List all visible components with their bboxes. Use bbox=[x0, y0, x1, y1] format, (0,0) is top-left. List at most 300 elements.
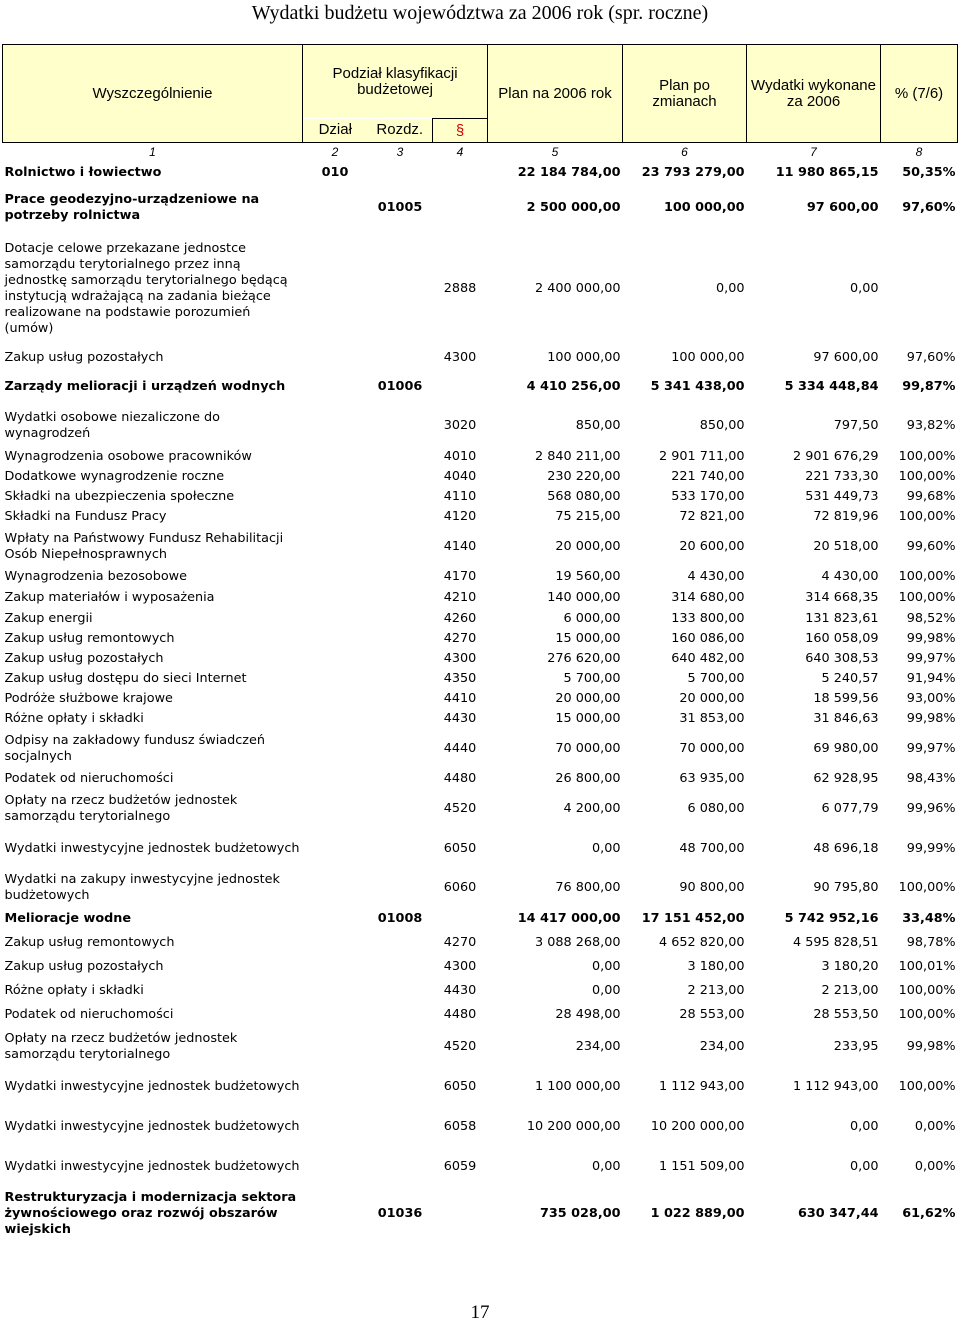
cell-plan-po-zmianach: 4 430,00 bbox=[687, 569, 745, 584]
cell-description: Wydatki osobowe niezaliczone do wynagrodzeń bbox=[4, 410, 220, 441]
cell-plan-po-zmianach: 63 935,00 bbox=[679, 771, 745, 786]
table-row bbox=[3, 231, 958, 347]
cell-wykonanie: 797,50 bbox=[833, 418, 879, 433]
cell-wykonanie: 160 058,09 bbox=[805, 631, 879, 646]
cell-dzial bbox=[303, 769, 368, 789]
cell-description: Prace geodezyjno-urządzeniowe na potrzeby rolnictwa bbox=[4, 192, 260, 223]
cell-plan: 1 100 000,00 bbox=[535, 1079, 621, 1094]
cell-dzial bbox=[303, 487, 368, 507]
cell-dzial bbox=[303, 907, 368, 931]
cell-paragraf bbox=[433, 907, 488, 931]
table-row bbox=[3, 869, 958, 907]
table-row bbox=[3, 1187, 958, 1241]
cell-dzial bbox=[303, 979, 368, 1003]
cell-procent: 100,01% bbox=[898, 959, 956, 974]
cell-rozdzial bbox=[368, 955, 433, 979]
cell-wykonanie: 31 846,63 bbox=[813, 711, 879, 726]
cell-description: Podróże służbowe krajowe bbox=[4, 691, 173, 706]
cell-dzial bbox=[303, 231, 368, 347]
page-title: Wydatki budżetu województwa za 2006 rok (spr. roczne) bbox=[251, 2, 709, 24]
cell-paragraf: 4260 bbox=[443, 611, 477, 626]
cell-procent: 100,00% bbox=[898, 880, 956, 895]
cell-wykonanie: 640 308,53 bbox=[805, 651, 879, 666]
header-rozdz: Rozdz. bbox=[368, 119, 433, 143]
table-row bbox=[3, 1067, 958, 1107]
cell-plan: 2 500 000,00 bbox=[526, 200, 621, 215]
cell-description: Zarządy melioracji i urządzeń wodnych bbox=[4, 379, 286, 394]
cell-plan-po-zmianach: 90 800,00 bbox=[679, 880, 745, 895]
cell-dzial bbox=[303, 347, 368, 369]
cell-procent: 91,94% bbox=[906, 671, 956, 686]
cell-procent: 98,52% bbox=[906, 611, 956, 626]
table-row bbox=[3, 347, 958, 369]
cell-rozdzial bbox=[368, 829, 433, 869]
table-row bbox=[3, 931, 958, 955]
cell-plan-po-zmianach: 4 652 820,00 bbox=[659, 935, 745, 950]
cell-wykonanie: 131 823,61 bbox=[805, 611, 879, 626]
cell-description: Składki na Fundusz Pracy bbox=[4, 509, 167, 524]
cell-paragraf: 4440 bbox=[443, 741, 477, 756]
column-number: 5 bbox=[551, 145, 559, 159]
table-row bbox=[3, 587, 958, 609]
cell-description: Zakup usług pozostałych bbox=[4, 350, 164, 365]
table-row bbox=[3, 955, 958, 979]
cell-procent: 99,97% bbox=[906, 741, 956, 756]
cell-wykonanie: 6 077,79 bbox=[821, 801, 879, 816]
header-plan-po-zmianach: Plan po zmianach bbox=[623, 45, 747, 143]
cell-paragraf: 4520 bbox=[443, 801, 477, 816]
cell-dzial bbox=[303, 649, 368, 669]
cell-wykonanie: 2 901 676,29 bbox=[793, 449, 879, 464]
header-paragraf: § bbox=[433, 119, 488, 143]
cell-plan: 15 000,00 bbox=[555, 711, 621, 726]
cell-plan: 230 220,00 bbox=[547, 469, 621, 484]
cell-procent: 99,98% bbox=[906, 1039, 956, 1054]
cell-paragraf: 4170 bbox=[443, 569, 477, 584]
cell-rozdzial bbox=[368, 1067, 433, 1107]
cell-description: Zakup usług dostępu do sieci Internet bbox=[4, 671, 247, 686]
cell-plan-po-zmianach: 28 553,00 bbox=[679, 1007, 745, 1022]
cell-plan-po-zmianach: 3 180,00 bbox=[687, 959, 745, 974]
cell-description: Wydatki inwestycyjne jednostek budżetowych bbox=[4, 841, 300, 856]
cell-plan: 28 498,00 bbox=[555, 1007, 621, 1022]
cell-dzial bbox=[303, 405, 368, 447]
cell-paragraf: 4210 bbox=[443, 590, 477, 605]
cell-dzial bbox=[303, 369, 368, 405]
cell-plan-po-zmianach: 20 000,00 bbox=[679, 691, 745, 706]
cell-dzial bbox=[303, 587, 368, 609]
cell-description: Zakup usług remontowych bbox=[4, 631, 175, 646]
table-row bbox=[3, 369, 958, 405]
cell-paragraf: 4480 bbox=[443, 1007, 477, 1022]
cell-dzial bbox=[303, 955, 368, 979]
table-row bbox=[3, 729, 958, 769]
cell-rozdzial bbox=[368, 869, 433, 907]
header-wydatki: Wydatki wykonane za 2006 bbox=[747, 45, 881, 143]
table-row bbox=[3, 629, 958, 649]
cell-rozdzial bbox=[368, 629, 433, 649]
cell-dzial bbox=[303, 507, 368, 527]
cell-paragraf: 4110 bbox=[443, 489, 477, 504]
cell-wykonanie: 5 334 448,84 bbox=[784, 379, 879, 394]
cell-description: Wydatki inwestycyjne jednostek budżetowych bbox=[4, 1079, 300, 1094]
cell-procent: 97,60% bbox=[902, 200, 956, 215]
column-number: 8 bbox=[915, 145, 923, 159]
cell-paragraf: 6058 bbox=[443, 1119, 477, 1134]
cell-rozdzial bbox=[368, 669, 433, 689]
cell-rozdzial bbox=[368, 931, 433, 955]
cell-plan-po-zmianach: 17 151 452,00 bbox=[641, 911, 745, 926]
table-row bbox=[3, 487, 958, 507]
cell-plan-po-zmianach: 48 700,00 bbox=[679, 841, 745, 856]
cell-wykonanie: 5 240,57 bbox=[821, 671, 879, 686]
header-procent: % (7/6) bbox=[881, 45, 958, 143]
cell-dzial bbox=[303, 609, 368, 629]
cell-plan: 70 000,00 bbox=[555, 741, 621, 756]
cell-paragraf: 6050 bbox=[443, 1079, 477, 1094]
cell-description: Zakup usług remontowych bbox=[4, 935, 175, 950]
cell-wykonanie: 233,95 bbox=[833, 1039, 879, 1054]
cell-plan-po-zmianach: 0,00 bbox=[716, 281, 745, 296]
cell-rozdzial bbox=[368, 649, 433, 669]
cell-rozdzial bbox=[368, 467, 433, 487]
cell-paragraf bbox=[433, 161, 488, 185]
cell-description: Wydatki inwestycyjne jednostek budżetowych bbox=[4, 1119, 300, 1134]
cell-paragraf: 3020 bbox=[443, 418, 477, 433]
cell-rozdzial bbox=[368, 609, 433, 629]
cell-description: Wynagrodzenia bezosobowe bbox=[4, 569, 188, 584]
cell-paragraf bbox=[433, 369, 488, 405]
cell-rozdzial bbox=[368, 1003, 433, 1027]
cell-wykonanie: 48 696,18 bbox=[813, 841, 879, 856]
cell-paragraf: 6060 bbox=[443, 880, 477, 895]
cell-description: Wpłaty na Państwowy Fundusz Rehabilitacji Osób Niepełnosprawnych bbox=[4, 531, 284, 562]
cell-plan: 6 000,00 bbox=[563, 611, 621, 626]
cell-wykonanie: 3 180,20 bbox=[821, 959, 879, 974]
cell-rozdzial: 01036 bbox=[377, 1206, 423, 1221]
header-dzial: Dział bbox=[303, 119, 368, 143]
cell-paragraf: 4300 bbox=[443, 651, 477, 666]
cell-plan-po-zmianach: 160 086,00 bbox=[671, 631, 745, 646]
cell-dzial bbox=[303, 629, 368, 649]
cell-procent: 99,99% bbox=[906, 841, 956, 856]
column-number: 6 bbox=[681, 145, 688, 159]
cell-plan-po-zmianach: 1 112 943,00 bbox=[659, 1079, 745, 1094]
cell-description: Podatek od nieruchomości bbox=[4, 1007, 174, 1022]
cell-procent: 33,48% bbox=[902, 911, 956, 926]
cell-rozdzial: 01008 bbox=[377, 911, 423, 926]
cell-plan: 4 200,00 bbox=[563, 801, 621, 816]
table-row bbox=[3, 1027, 958, 1067]
cell-plan: 0,00 bbox=[592, 841, 621, 856]
cell-wykonanie: 4 595 828,51 bbox=[793, 935, 879, 950]
cell-procent: 100,00% bbox=[898, 469, 956, 484]
cell-dzial bbox=[303, 931, 368, 955]
table-row bbox=[3, 609, 958, 629]
cell-dzial bbox=[303, 789, 368, 829]
cell-paragraf: 4300 bbox=[443, 350, 477, 365]
cell-plan: 2 400 000,00 bbox=[535, 281, 621, 296]
cell-procent: 100,00% bbox=[898, 983, 956, 998]
cell-procent: 98,78% bbox=[906, 935, 956, 950]
cell-description: Różne opłaty i składki bbox=[4, 711, 144, 726]
cell-wykonanie: 18 599,56 bbox=[813, 691, 879, 706]
cell-procent bbox=[881, 231, 958, 347]
header-podzial: Podział klasyfikacji budżetowej bbox=[303, 45, 488, 119]
column-number-row bbox=[3, 143, 958, 162]
cell-dzial: 010 bbox=[321, 165, 349, 180]
header-plan: Plan na 2006 rok bbox=[488, 45, 623, 143]
cell-plan-po-zmianach: 70 000,00 bbox=[679, 741, 745, 756]
cell-wykonanie: 97 600,00 bbox=[806, 200, 879, 215]
cell-dzial bbox=[303, 567, 368, 587]
cell-rozdzial bbox=[368, 347, 433, 369]
cell-paragraf: 4480 bbox=[443, 771, 477, 786]
table-row bbox=[3, 907, 958, 931]
cell-wykonanie: 1 112 943,00 bbox=[793, 1079, 879, 1094]
cell-dzial bbox=[303, 669, 368, 689]
table-row bbox=[3, 527, 958, 567]
cell-wykonanie: 4 430,00 bbox=[821, 569, 879, 584]
cell-rozdzial: 01005 bbox=[377, 200, 423, 215]
cell-dzial bbox=[303, 1147, 368, 1187]
cell-dzial bbox=[303, 1027, 368, 1067]
cell-plan: 22 184 784,00 bbox=[517, 165, 621, 180]
cell-wykonanie: 531 449,73 bbox=[805, 489, 879, 504]
cell-description: Dotacje celowe przekazane jednostce samorządu terytorialnego przez inną jednostkę samorządu terytorialnego będącą instytucją wdrażającą na zadania bieżące realizowane na podstawie porozumień (umów) bbox=[4, 241, 288, 336]
table-row bbox=[3, 669, 958, 689]
cell-plan: 735 028,00 bbox=[539, 1206, 621, 1221]
cell-paragraf: 4410 bbox=[443, 691, 477, 706]
cell-rozdzial bbox=[368, 709, 433, 729]
cell-plan: 26 800,00 bbox=[555, 771, 621, 786]
cell-dzial bbox=[303, 1067, 368, 1107]
cell-plan-po-zmianach: 6 080,00 bbox=[687, 801, 745, 816]
table-row bbox=[3, 447, 958, 467]
cell-plan-po-zmianach: 1 022 889,00 bbox=[650, 1206, 745, 1221]
cell-plan-po-zmianach: 2 901 711,00 bbox=[659, 449, 745, 464]
cell-plan-po-zmianach: 31 853,00 bbox=[679, 711, 745, 726]
cell-description: Wydatki na zakupy inwestycyjne jednostek budżetowych bbox=[4, 872, 280, 903]
table-row bbox=[3, 161, 958, 185]
cell-procent: 100,00% bbox=[898, 1079, 956, 1094]
cell-dzial bbox=[303, 689, 368, 709]
cell-plan-po-zmianach: 20 600,00 bbox=[679, 539, 745, 554]
cell-rozdzial bbox=[368, 161, 433, 185]
cell-paragraf: 4350 bbox=[443, 671, 477, 686]
cell-plan: 14 417 000,00 bbox=[517, 911, 621, 926]
header-wyszczegolnienie: Wyszczególnienie bbox=[3, 45, 303, 143]
cell-description: Zakup usług pozostałych bbox=[4, 651, 164, 666]
cell-dzial bbox=[303, 1107, 368, 1147]
cell-procent: 100,00% bbox=[898, 590, 956, 605]
cell-paragraf: 4010 bbox=[443, 449, 477, 464]
cell-description: Zakup usług pozostałych bbox=[4, 959, 164, 974]
cell-rozdzial bbox=[368, 447, 433, 467]
cell-plan: 0,00 bbox=[592, 959, 621, 974]
cell-rozdzial bbox=[368, 1147, 433, 1187]
cell-plan-po-zmianach: 2 213,00 bbox=[687, 983, 745, 998]
cell-description: Wynagrodzenia osobowe pracowników bbox=[4, 449, 252, 464]
cell-rozdzial bbox=[368, 1027, 433, 1067]
cell-wykonanie: 0,00 bbox=[850, 1159, 879, 1174]
cell-plan: 568 080,00 bbox=[547, 489, 621, 504]
cell-plan-po-zmianach: 533 170,00 bbox=[671, 489, 745, 504]
cell-dzial bbox=[303, 527, 368, 567]
cell-procent: 98,43% bbox=[906, 771, 956, 786]
cell-paragraf: 6050 bbox=[443, 841, 477, 856]
expenditure-table bbox=[2, 44, 958, 1241]
cell-rozdzial bbox=[368, 507, 433, 527]
cell-wykonanie: 314 668,35 bbox=[805, 590, 879, 605]
cell-rozdzial bbox=[368, 587, 433, 609]
cell-dzial bbox=[303, 709, 368, 729]
cell-description: Restrukturyzacja i modernizacja sektora żywnościowego oraz rozwój obszarów wiejskich bbox=[4, 1190, 297, 1237]
cell-dzial bbox=[303, 447, 368, 467]
cell-plan: 276 620,00 bbox=[547, 651, 621, 666]
cell-plan: 140 000,00 bbox=[547, 590, 621, 605]
cell-plan: 19 560,00 bbox=[555, 569, 621, 584]
cell-rozdzial bbox=[368, 689, 433, 709]
table-row bbox=[3, 689, 958, 709]
cell-procent: 0,00% bbox=[914, 1119, 956, 1134]
cell-plan-po-zmianach: 72 821,00 bbox=[679, 509, 745, 524]
page-number: 17 bbox=[470, 1302, 490, 1323]
cell-rozdzial bbox=[368, 789, 433, 829]
cell-rozdzial bbox=[368, 567, 433, 587]
cell-dzial bbox=[303, 729, 368, 769]
cell-rozdzial bbox=[368, 1107, 433, 1147]
cell-wykonanie: 5 742 952,16 bbox=[784, 911, 879, 926]
cell-procent: 100,00% bbox=[898, 509, 956, 524]
cell-plan: 100 000,00 bbox=[547, 350, 621, 365]
cell-paragraf: 4040 bbox=[443, 469, 477, 484]
cell-paragraf: 4270 bbox=[443, 935, 477, 950]
table-row bbox=[3, 405, 958, 447]
cell-description: Podatek od nieruchomości bbox=[4, 771, 174, 786]
cell-plan: 15 000,00 bbox=[555, 631, 621, 646]
cell-procent: 100,00% bbox=[898, 1007, 956, 1022]
cell-plan-po-zmianach: 10 200 000,00 bbox=[650, 1119, 745, 1134]
cell-dzial bbox=[303, 1187, 368, 1241]
cell-paragraf: 4520 bbox=[443, 1039, 477, 1054]
cell-wykonanie: 0,00 bbox=[850, 281, 879, 296]
cell-plan-po-zmianach: 1 151 509,00 bbox=[659, 1159, 745, 1174]
cell-plan: 0,00 bbox=[592, 983, 621, 998]
cell-dzial bbox=[303, 185, 368, 231]
cell-plan: 5 700,00 bbox=[563, 671, 621, 686]
cell-wykonanie: 2 213,00 bbox=[821, 983, 879, 998]
cell-wykonanie: 221 733,30 bbox=[805, 469, 879, 484]
cell-wykonanie: 11 980 865,15 bbox=[775, 165, 879, 180]
cell-plan: 20 000,00 bbox=[555, 691, 621, 706]
cell-plan: 850,00 bbox=[575, 418, 621, 433]
cell-wykonanie: 62 928,95 bbox=[813, 771, 879, 786]
cell-paragraf: 4430 bbox=[443, 711, 477, 726]
column-number: 4 bbox=[456, 145, 464, 159]
cell-paragraf: 4120 bbox=[443, 509, 477, 524]
cell-procent: 100,00% bbox=[898, 449, 956, 464]
cell-procent: 99,98% bbox=[906, 631, 956, 646]
cell-description: Odpisy na zakładowy fundusz świadczeń socjalnych bbox=[4, 733, 266, 764]
cell-paragraf: 4430 bbox=[443, 983, 477, 998]
cell-plan: 234,00 bbox=[575, 1039, 621, 1054]
cell-description: Dodatkowe wynagrodzenie roczne bbox=[4, 469, 225, 484]
cell-rozdzial bbox=[368, 979, 433, 1003]
cell-wykonanie: 20 518,00 bbox=[813, 539, 879, 554]
cell-dzial bbox=[303, 829, 368, 869]
cell-procent: 0,00% bbox=[914, 1159, 956, 1174]
table-row bbox=[3, 649, 958, 669]
cell-procent: 99,87% bbox=[902, 379, 956, 394]
table-row bbox=[3, 1107, 958, 1147]
cell-procent: 99,97% bbox=[906, 651, 956, 666]
cell-paragraf: 4270 bbox=[443, 631, 477, 646]
table-row bbox=[3, 507, 958, 527]
table-row bbox=[3, 829, 958, 869]
cell-rozdzial bbox=[368, 487, 433, 507]
table-row bbox=[3, 769, 958, 789]
cell-wykonanie: 0,00 bbox=[850, 1119, 879, 1134]
cell-paragraf bbox=[433, 185, 488, 231]
cell-description: Wydatki inwestycyjne jednostek budżetowych bbox=[4, 1159, 300, 1174]
cell-wykonanie: 28 553,50 bbox=[813, 1007, 879, 1022]
cell-plan-po-zmianach: 234,00 bbox=[699, 1039, 745, 1054]
cell-plan-po-zmianach: 100 000,00 bbox=[671, 350, 745, 365]
cell-paragraf: 4140 bbox=[443, 539, 477, 554]
table-row bbox=[3, 1003, 958, 1027]
cell-rozdzial bbox=[368, 769, 433, 789]
cell-plan: 4 410 256,00 bbox=[526, 379, 621, 394]
cell-plan-po-zmianach: 5 341 438,00 bbox=[650, 379, 745, 394]
column-number: 1 bbox=[149, 145, 156, 159]
cell-procent: 97,60% bbox=[906, 350, 956, 365]
cell-wykonanie: 72 819,96 bbox=[813, 509, 879, 524]
table-row bbox=[3, 185, 958, 231]
cell-plan-po-zmianach: 23 793 279,00 bbox=[641, 165, 745, 180]
cell-plan-po-zmianach: 5 700,00 bbox=[687, 671, 745, 686]
column-number: 3 bbox=[396, 145, 404, 159]
cell-wykonanie: 97 600,00 bbox=[813, 350, 879, 365]
cell-procent: 93,00% bbox=[906, 691, 956, 706]
cell-paragraf: 6059 bbox=[443, 1159, 477, 1174]
cell-procent: 99,60% bbox=[906, 539, 956, 554]
table-row bbox=[3, 567, 958, 587]
cell-plan: 0,00 bbox=[592, 1159, 621, 1174]
cell-description: Zakup energii bbox=[4, 611, 93, 626]
column-number: 2 bbox=[331, 145, 339, 159]
cell-procent: 50,35% bbox=[902, 165, 956, 180]
cell-description: Rolnictwo i łowiectwo bbox=[4, 165, 162, 180]
cell-plan: 2 840 211,00 bbox=[535, 449, 621, 464]
table-row bbox=[3, 709, 958, 729]
cell-dzial bbox=[303, 467, 368, 487]
cell-procent: 61,62% bbox=[902, 1206, 956, 1221]
cell-plan: 75 215,00 bbox=[555, 509, 621, 524]
cell-description: Zakup materiałów i wyposażenia bbox=[4, 590, 215, 605]
cell-rozdzial bbox=[368, 527, 433, 567]
cell-procent: 100,00% bbox=[898, 569, 956, 584]
cell-wykonanie: 69 980,00 bbox=[813, 741, 879, 756]
cell-plan-po-zmianach: 221 740,00 bbox=[671, 469, 745, 484]
cell-plan-po-zmianach: 850,00 bbox=[699, 418, 745, 433]
cell-dzial bbox=[303, 869, 368, 907]
table-row bbox=[3, 979, 958, 1003]
cell-description: Opłaty na rzecz budżetów jednostek samorządu terytorialnego bbox=[4, 1031, 238, 1062]
cell-plan: 20 000,00 bbox=[555, 539, 621, 554]
cell-procent: 99,96% bbox=[906, 801, 956, 816]
cell-rozdzial bbox=[368, 729, 433, 769]
